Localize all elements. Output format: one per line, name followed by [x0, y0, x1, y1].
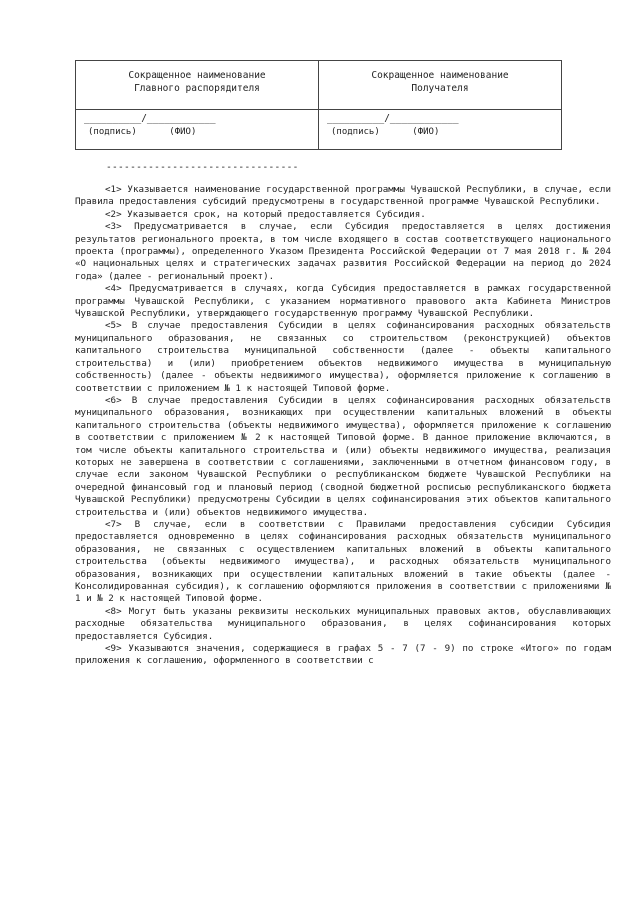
footnote: <5> В случае предоставления Субсидии в целях софинансирования расходных обязательств муниципального образования, не связанных со строительством (реконструкцией) объектов капитального строительства муниципальной собственности (далее - объекты капитального строительства) и (или) приобретением объектов недвижимого имущества в муниципальную собственность) (далее - объекты недвижимого имущества), оформляется приложение к соглашению в соответствии с приложением № 1 к настоящей Типовой форме.	[75, 320, 611, 394]
footnote: <1> Указывается наименование государственной программы Чувашской Республики, в случае, если Правила предоставления субсидий предусмотрены в государственной программе Чувашской Республики.	[75, 184, 611, 208]
signature-header-left-line1: Сокращенное наименование	[128, 70, 266, 81]
signature-header-right	[319, 69, 561, 110]
footnote: <7> В случае, если в соответствии с Правилами предоставления субсидии Субсидия предоставляется одновременно в целях софинансирования расходных обязательств муниципального образования, не связанных с осуществлением капитальных вложений в объекты капитального строительства (объекты недвижимого имущества), и расходных обязательств муниципального образования, возникающих при осуществлении капитальных вложений в такие объекты (далее - Консолидированная субсидия), к соглашению оформляются приложения в соответствии с приложениями № 1 и № 2 к настоящей Типовой форме.	[75, 518, 611, 605]
signature-cell-main-administrator	[76, 61, 319, 149]
signature-caption-right: (подпись) (ФИО)	[331, 127, 440, 137]
footnotes	[75, 184, 611, 668]
footnote: <8> Могут быть указаны реквизиты нескольких муниципальных правовых актов, обуславливающих расходные обязательства муниципального образования, в целях софинансирования которых предоставляется Субсидия.	[75, 605, 611, 642]
footnote: <2> Указывается срок, на который предоставляется Субсидия.	[105, 208, 426, 220]
footnote: <9> Указываются значения, содержащиеся в графах 5 - 7 (7 - 9) по строке «Итого» по годам приложения к соглашению, оформленного в соответствии с	[75, 643, 611, 667]
signature-header-left	[76, 69, 318, 110]
signature-line-left: __________/____________	[84, 113, 216, 124]
signature-table	[75, 60, 562, 150]
footnote-divider: --------------------------------	[106, 162, 299, 173]
footnote: <6> В случае предоставления Субсидии в целях софинансирования расходных обязательств муниципального образования, возникающих при осуществлении капитальных вложений в объекты капитального строительства (объекты недвижимого имущества), оформляется приложение к соглашению в соответствии с приложением № 2 к настоящей Типовой форме. В данное приложение включаются, в том числе объекты капитального строительства и (или) объекты недвижимого имущества, реализация которых не завершена в соответствии с соглашениями, заключенными в отчетном финансовом году, в случае если законом Чувашской Республики о республиканском бюджете Чувашской Республики на очередной финансовый год и плановый период (сводной бюджетной росписью республиканского бюджета Чувашской Республики) предусмотрены Субсидии в целях софинансирования этих объектов капитального строительства и (или) объектов недвижимого имущества.	[75, 394, 611, 518]
signature-caption-left: (подпись) (ФИО)	[88, 127, 197, 137]
signature-header-left-line2: Главного распорядителя	[134, 83, 260, 94]
signature-header-right-line2: Получателя	[411, 83, 469, 94]
signature-line-right: __________/____________	[327, 113, 459, 124]
signature-header-right-line1: Сокращенное наименование	[371, 70, 509, 81]
footnote: <3> Предусматривается в случае, если Субсидия предоставляется в целях достижения результатов регионального проекта, в том числе входящего в состав соответствующего национального проекта (программы), определенного Указом Президента Российской Федерации от 7 мая 2018 г. № 204 «О национальных целях и стратегических задачах развития Российской Федерации на период до 2024 года» (далее - региональный проект).	[75, 221, 611, 282]
footnote: <4> Предусматривается в случаях, когда Субсидия предоставляется в рамках государственной программы Чувашской Республики, с указанием нормативного правового акта Кабинета Министров Чувашской Республики, утверждающего государственную программу Чувашской Республики.	[75, 283, 611, 320]
signature-cell-recipient	[319, 61, 561, 149]
